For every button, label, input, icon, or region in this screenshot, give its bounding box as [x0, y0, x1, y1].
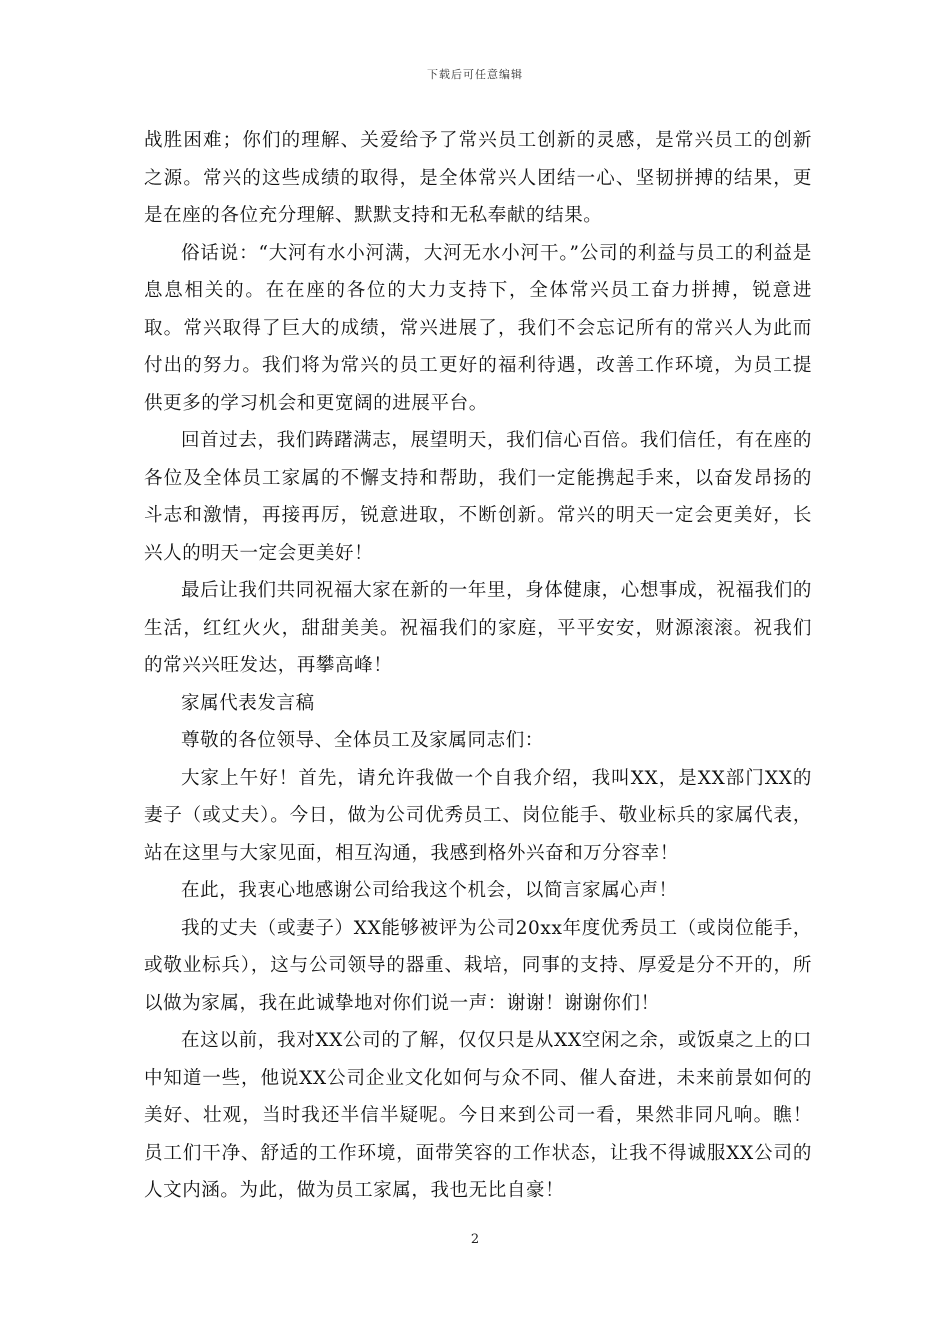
page-number: 2 [470, 1232, 480, 1247]
paragraph: 最后让我们共同祝福大家在新的一年里，身体健康，心想事成，祝福我们的生活，红红火火，甜甜美美。祝福我们的家庭，平平安安，财源滚滚。祝我们的常兴兴旺发达，再攀高峰！ [144, 580, 812, 676]
section-title: 家属代表发言稿 [181, 692, 315, 714]
page-header-note: 下载后可任意编辑 [427, 68, 523, 81]
paragraph: 在这以前，我对XX公司的了解，仅仅只是从XX空闲之余，或饭桌之上的口中知道一些，他说XX公司企业文化如何与众不同、催人奋进，未来前景如何的美好、壮观，当时我还半信半疑呢。今日来到公司一看，果然非同凡响。瞧！员工们干净、舒适的工作环境，面带笑容的工作状态，让我不得诚服XX公司的人文内涵。为此，做为员工家属，我也无比自豪！ [144, 1030, 812, 1201]
paragraph: 在此，我衷心地感谢公司给我这个机会，以简言家属心声！ [181, 880, 678, 901]
salutation: 尊敬的各位领导、全体员工及家属同志们： [181, 730, 544, 751]
paragraph: 俗话说：“大河有水小河满，大河无水小河干。”公司的利益与员工的利益是息息相关的。在在座的各位的大力支持下，全体常兴员工奋力拼搏，锐意进取。常兴取得了巨大的成绩，常兴进展了，我们不会忘记所有的常兴人为此而付出的努力。我们将为常兴的员工更好的福利待遇，改善工作环境，为员工提供更多的学习机会和更宽阔的进展平台。 [144, 242, 812, 414]
paragraph: 我的丈夫（或妻子）XX能够被评为公司20xx年度优秀员工（或岗位能手，或敬业标兵），这与公司领导的器重、栽培，同事的支持、厚爱是分不开的，所以做为家属，我在此诚挚地对你们说一声：谢谢！谢谢你们！ [144, 917, 812, 1014]
paragraph: 回首过去，我们踌躇满志，展望明天，我们信心百倍。我们信任，有在座的各位及全体员工家属的不懈支持和帮助，我们一定能携起手来，以奋发昂扬的斗志和激情，再接再厉，锐意进取，不断创新。常兴的明天一定会更美好，长兴人的明天一定会更美好！ [144, 430, 812, 564]
paragraph: 大家上午好！首先，请允许我做一个自我介绍，我叫XX，是XX部门XX的妻子（或丈夫）。今日，做为公司优秀员工、岗位能手、敬业标兵的家属代表，站在这里与大家见面，相互沟通，我感到格外兴奋和万分容幸！ [144, 767, 812, 864]
document-body [144, 122, 812, 1210]
paragraph-continuation: 战胜困难；你们的理解、关爱给予了常兴员工创新的灵感，是常兴员工的创新之源。常兴的这些成绩的取得，是全体常兴人团结一心、坚韧拼搏的结果，更是在座的各位充分理解、默默支持和无私奉献的结果。 [144, 130, 812, 226]
